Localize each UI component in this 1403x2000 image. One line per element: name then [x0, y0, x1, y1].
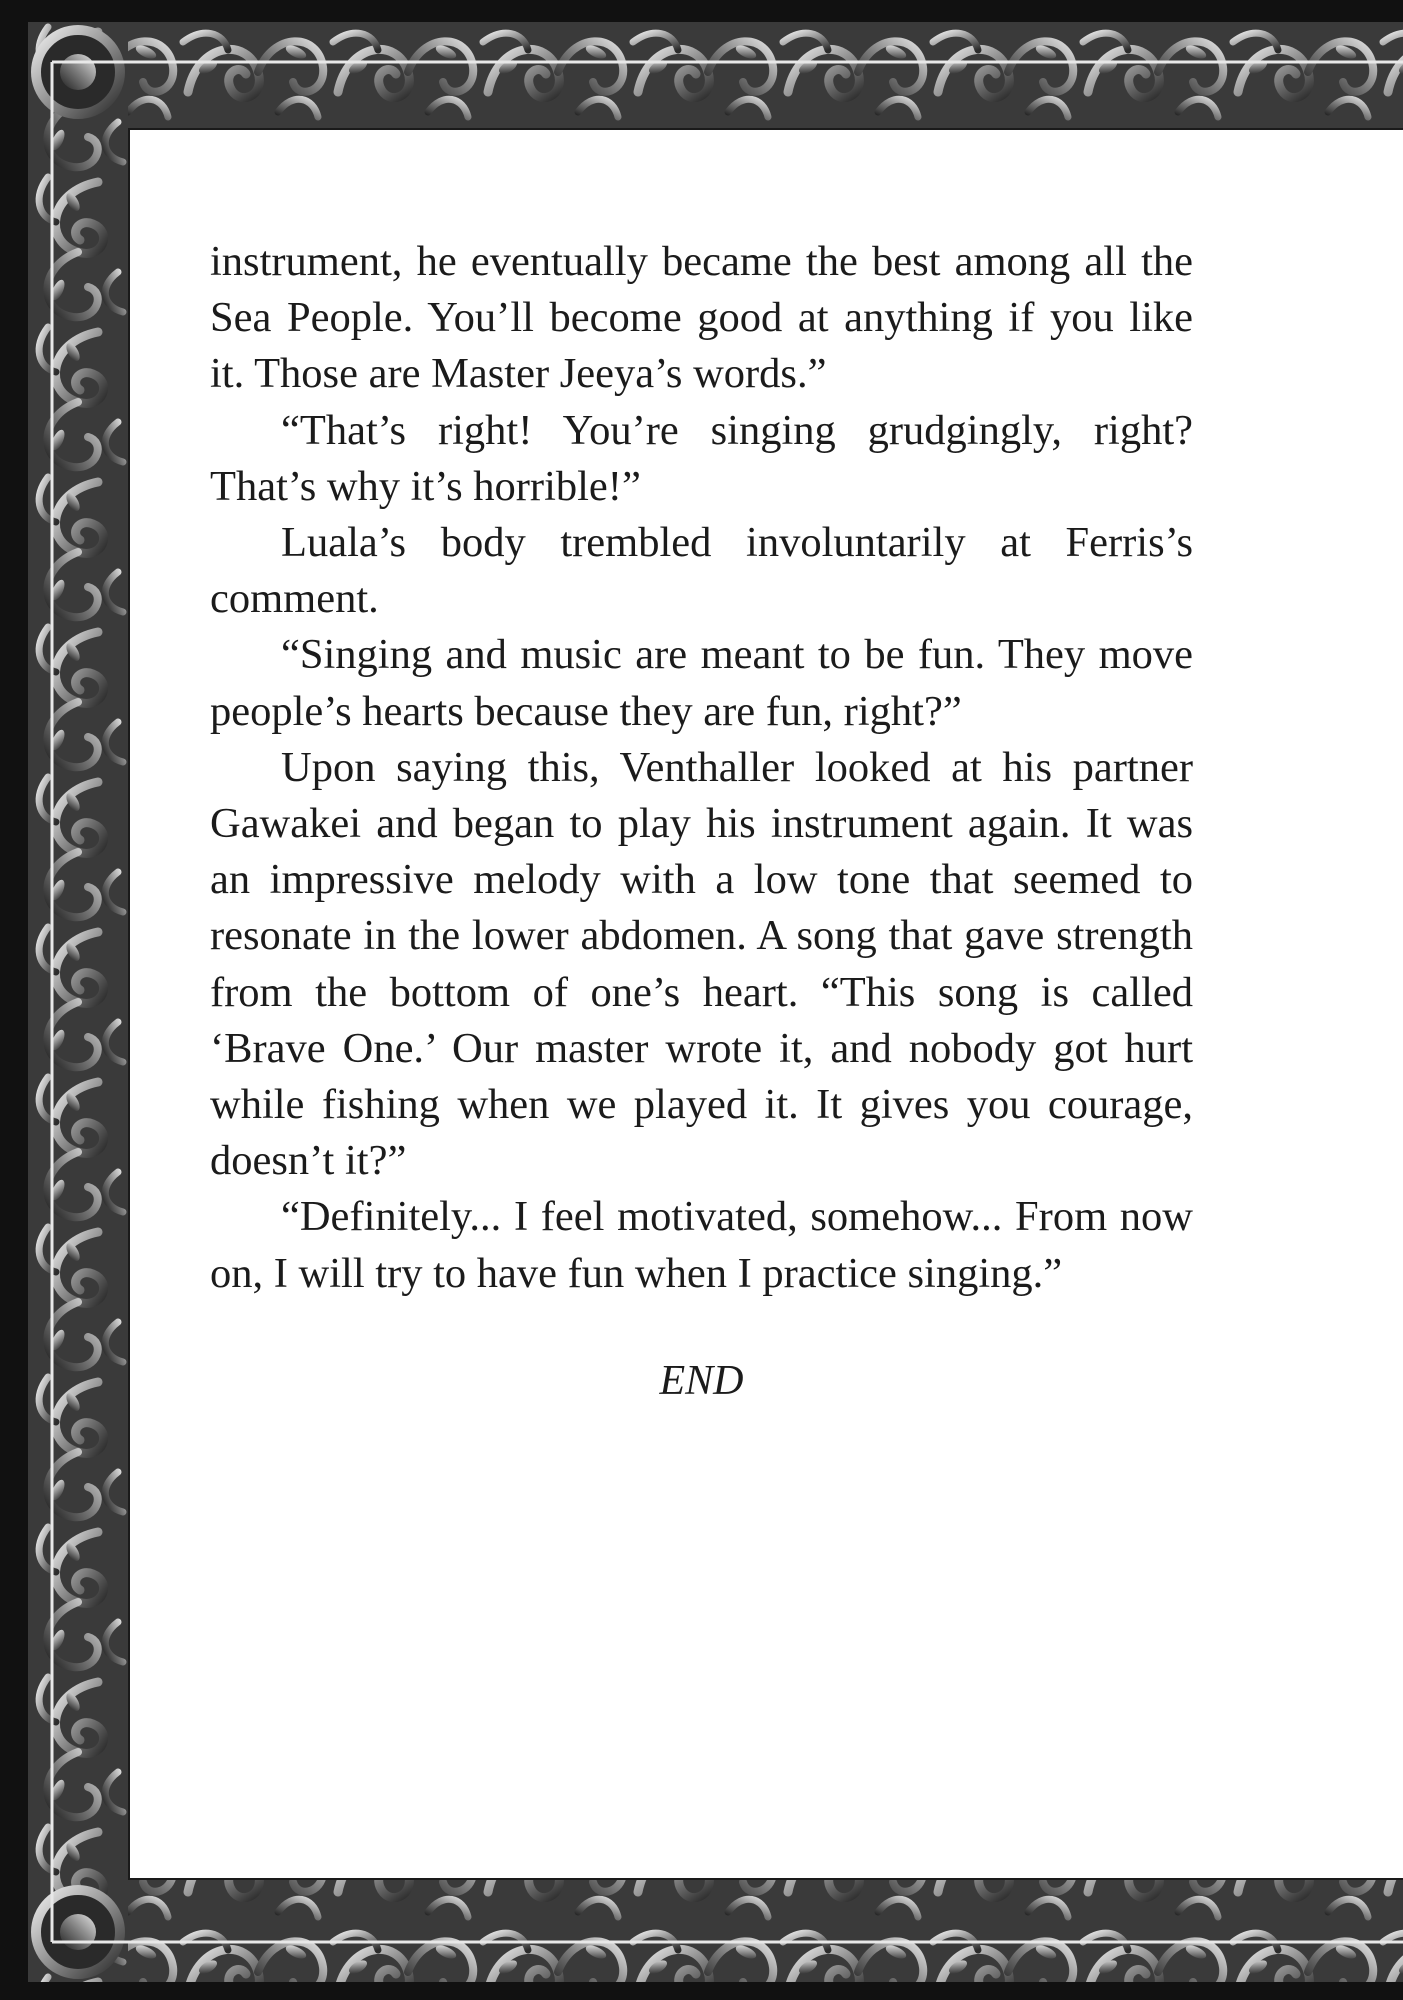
paragraph: Upon saying this, Venthaller looked at his partner Gawakei and began to play his instrument again. It was an impressive melody with a low tone that seemed to resonate in the lower abdomen. A song that gave strength from the bottom of one’s heart. “This song is called ‘Brave One.’ Our master wrote it, and nobody got hurt while fishing when we played it. It gives you courage, doesn’t it?” [210, 743, 1193, 1185]
paragraph: “Definitely... I feel motivated, somehow... From now on, I will try to have fun when I practice singing.” [210, 1193, 1193, 1297]
end-mark: END [659, 1358, 744, 1404]
paragraph: instrument, he eventually became the best among all the Sea People. You’ll become good at anything if you like it. Those are Master Jeeya’s words.” [210, 238, 1193, 398]
paragraph: “That’s right! You’re singing grudgingly, right? That’s why it’s horrible!” [210, 406, 1193, 510]
story-text [210, 234, 1193, 1302]
paragraph: Luala’s body trembled involuntarily at Ferris’s comment. [210, 519, 1193, 623]
paragraph: “Singing and music are meant to be fun. They move people’s hearts because they are fun, right?” [210, 631, 1193, 735]
